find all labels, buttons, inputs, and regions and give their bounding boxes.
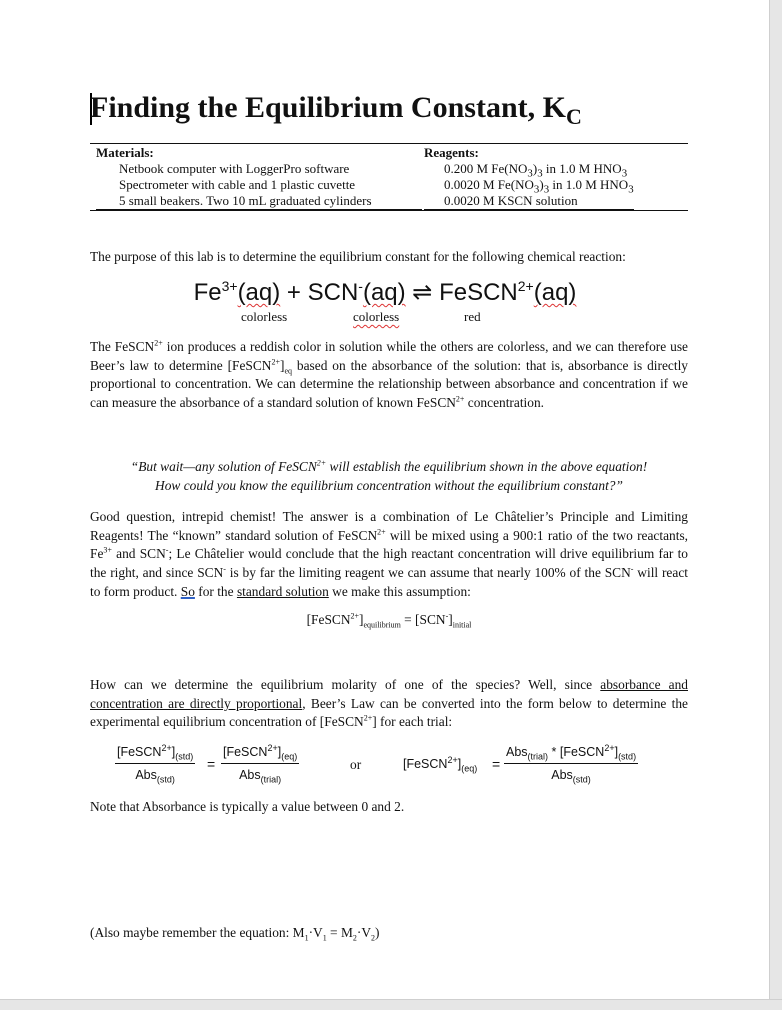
so-link-text: So xyxy=(180,583,195,599)
reactant-color-label: colorless xyxy=(241,309,288,324)
vertical-scrollbar[interactable] xyxy=(769,0,782,1010)
quote-paragraph: “But wait—any solution of FeSCN$^{2+}$ will establish the equilibrium shown in the above equation! How could you know the equilibrium concentration without the equilibrium constant?” xyxy=(130,458,648,493)
le-chatelier-paragraph: Good question, intrepid chemist! The answer is a combination of Le Châtelier’s Principle and Limiting Reagents! The “known” standard solution of FeSCN$^{2+}$ will be mixed using a 900:1 ratio of the two reactants, $Fe^{3+}$ and SCN-; Le Châtelier would conclude that the high reactant concentration will drive equilibrium far to the right, and since SCN- is by far the limiting reagent we can assume that nearly 100% of the SCN- will react to form product. So for the standard solution we make this assumption: xyxy=(90,509,688,599)
reagents-item: 0.200 M $Fe(NO_3)_3$ in 1.0 M $HNO_3$ xyxy=(444,161,628,180)
or-label: or xyxy=(350,757,362,772)
equals-sign: = xyxy=(207,756,216,772)
materials-reagents-table xyxy=(90,143,688,211)
reagents-column xyxy=(424,145,634,210)
reagents-item: 0.0020 M $Fe(NO_3)_3$ in 1.0 M $HNO_3$ xyxy=(444,177,634,196)
reactant-color-label: colorless xyxy=(353,309,400,324)
solved-equation-lhs: $[FeSCN^{2+}]_{(eq)}$ xyxy=(403,754,478,774)
materials-item: Spectrometer with cable and 1 plastic cuvette xyxy=(119,177,356,192)
reagents-item: 0.0020 M KSCN solution xyxy=(424,193,634,210)
solved-equation-fraction: $Abs_{(trial)} * [FeSCN^{2+}]_{(std)}$ Abs$_{(std)}$ xyxy=(506,742,637,785)
assumption-equation: $[FeSCN^{2+}]_{equilibrium} = [SCN^-]_{initial}$ xyxy=(306,611,472,630)
product-color-label: red xyxy=(464,309,481,324)
chemical-reaction-equation: $Fe^{3+}(aq) + SCN^-(aq)$ ⇌ FeSCN$^{2+}$(aq) xyxy=(193,278,577,306)
reagents-heading: Reagents: xyxy=(424,145,479,160)
page-title: Finding the Equilibrium Constant, $K_C$ xyxy=(90,91,582,129)
equals-sign: = xyxy=(492,756,501,772)
materials-column xyxy=(96,145,422,210)
materials-heading: Materials: xyxy=(96,145,154,160)
beers-law-paragraph: The FeSCN$^{2+}$ ion produces a reddish color in solution while the others are colorless, and we can therefore use Beer’s law to determine $[FeSCN^{2+}]_{eq}$ based on the absorbance of the solution: that is, absorbance is directly proportional to concentration. We can determine the relationship between absorbance and concentration if we can measure the absorbance of a standard solution of known FeSCN$^{2+}$ concentration. xyxy=(90,338,689,411)
materials-item: Netbook computer with LoggerPro software xyxy=(119,161,350,176)
purpose-paragraph: The purpose of this lab is to determine the equilibrium constant for the following chemical reaction: xyxy=(90,249,626,264)
dilution-equation-note: (Also maybe remember the equation: $M_1\cdot V_1 = M_2\cdot V_2$) xyxy=(90,925,380,943)
equilibrium-molarity-paragraph: How can we determine the equilibrium molarity of one of the species? Well, since absorbance and concentration are directly proportional, Beer’s Law can be converted into the form below to determine the experimental equilibrium concentration of [FeSCN$^{2+}$] for each trial: xyxy=(90,677,688,730)
eq-fraction: $[FeSCN^{2+}]_{(eq)}$ Abs$_{(trial)}$ xyxy=(223,742,298,785)
absorbance-note: Note that Absorbance is typically a value between 0 and 2. xyxy=(90,799,405,814)
horizontal-scrollbar[interactable] xyxy=(0,999,782,1010)
materials-item: 5 small beakers. Two 10 mL graduated cylinders xyxy=(96,193,422,210)
std-fraction: $[FeSCN^{2+}]_{(std)}$ Abs$_{(std)}$ xyxy=(117,742,194,785)
